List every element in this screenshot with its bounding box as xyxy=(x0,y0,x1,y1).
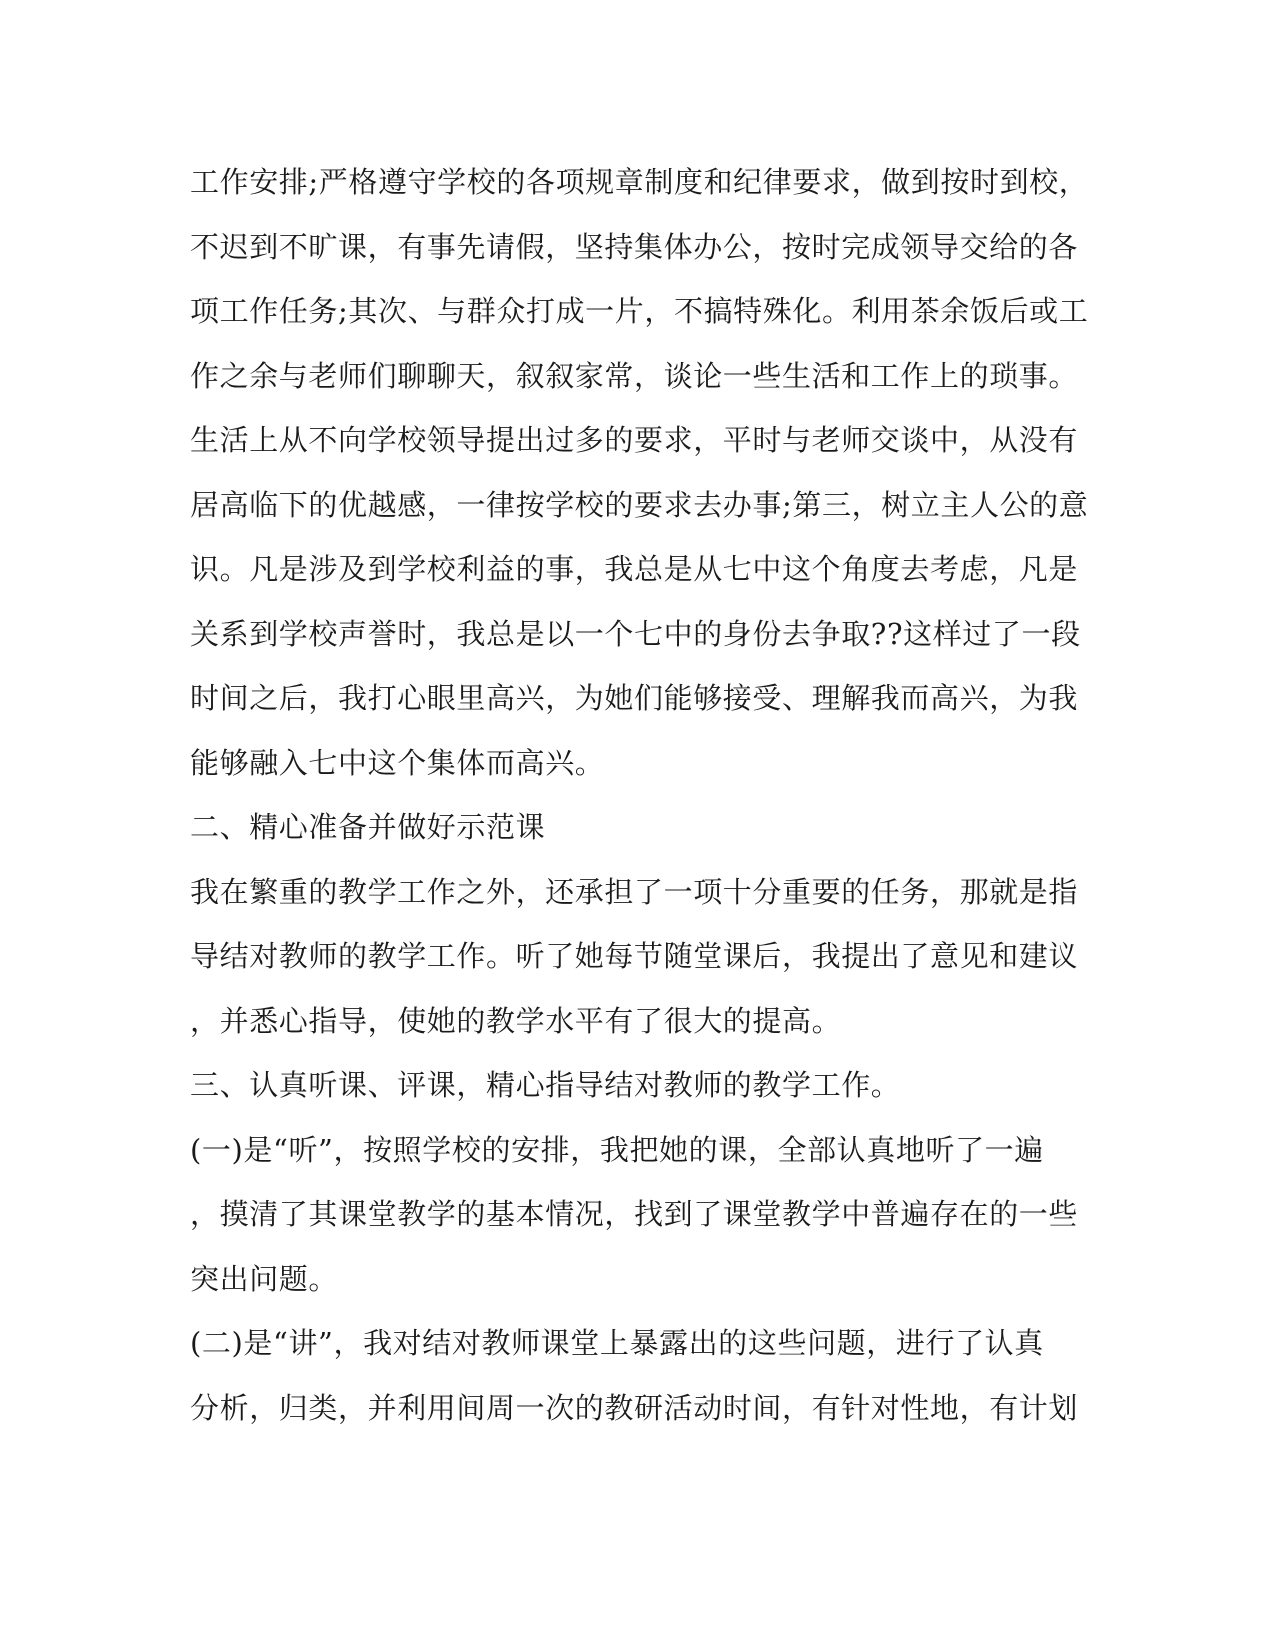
text-line: ，摸清了其课堂教学的基本情况，找到了课堂教学中普遍存在的一些 xyxy=(190,1197,1079,1231)
text-line: 居高临下的优越感，一律按学校的要求去办事;第三，树立主人公的意 xyxy=(190,487,1089,522)
text-line: 作之余与老师们聊聊天，叙叙家常，谈论一些生活和工作上的琐事。 xyxy=(190,358,1079,393)
text-line: 导结对教师的教学工作。听了她每节随堂课后，我提出了意见和建议 xyxy=(190,939,1079,973)
section-heading-two: 二、精心准备并做好示范课 xyxy=(190,810,546,844)
text-line: 项工作任务;其次、与群众打成一片，不搞特殊化。利用茶余饭后或工 xyxy=(190,294,1089,328)
text-line: 我在繁重的教学工作之外，还承担了一项十分重要的任务，那就是指 xyxy=(190,874,1079,909)
text-line: (一)是“听”，按照学校的安排，我把她的课，全部认真地听了一遍 xyxy=(190,1132,1044,1167)
text-line: 突出问题。 xyxy=(190,1261,339,1296)
text-line: 工作安排;严格遵守学校的各项规章制度和纪律要求，做到按时到校， xyxy=(190,165,1089,199)
text-line: 时间之后，我打心眼里高兴，为她们能够接受、理解我而高兴，为我 xyxy=(190,681,1079,715)
text-line: 识。凡是涉及到学校利益的事，我总是从七中这个角度去考虑，凡是 xyxy=(190,552,1079,586)
section-heading-three: 三、认真听课、评课，精心指导结对教师的教学工作。 xyxy=(190,1068,901,1102)
text-line: 关系到学校声誉时，我总是以一个七中的身份去争取??这样过了一段 xyxy=(190,616,1081,651)
text-line: ，并悉心指导，使她的教学水平有了很大的提高。 xyxy=(190,1003,842,1038)
text-line: 能够融入七中这个集体而高兴。 xyxy=(190,745,605,780)
text-line: 生活上从不向学校领导提出过多的要求，平时与老师交谈中，从没有 xyxy=(190,423,1079,457)
text-line: 不迟到不旷课，有事先请假，坚持集体办公，按时完成领导交给的各 xyxy=(190,229,1079,264)
text-line: (二)是“讲”，我对结对教师课堂上暴露出的这些问题，进行了认真 xyxy=(190,1326,1044,1360)
text-line: 分析，归类，并利用间周一次的教研活动时间，有针对性地，有计划 xyxy=(190,1390,1079,1425)
body-text xyxy=(190,150,1090,1440)
